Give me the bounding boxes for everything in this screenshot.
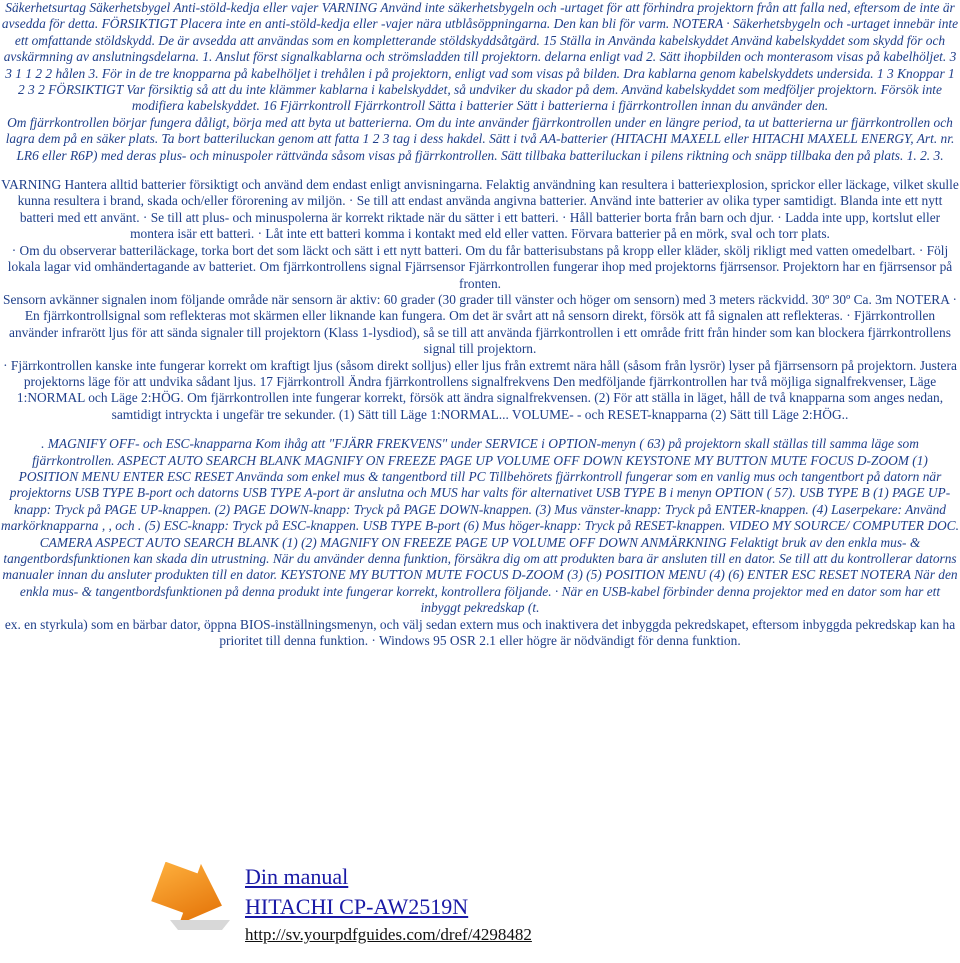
paragraph-batteries-replace: Om fjärrkontrollen börjar fungera dåligt, börja med att byta ut batterierna. Om du inte använder fjärrkontrollen under en längre period, ta ut batterierna ur fjärrkontrollen och lagra dem på en säker plats. Ta bort batteriluckan genom att fatta 1 2 3 tag i dess hakdel. Sätt i två AA-batterier (HITACHI MAXELL eller HITACHI MAXELL ENERGY, Art. nr. LR6 eller R6P) med deras plus- och minuspoler rättvända såsom visas på fjärrkontrollen. Sätt tillbaka batteriluckan i pilens riktning och snäpp tillbaka den på plats. 1. 2. 3. (5, 114, 955, 163)
download-arrow-icon[interactable] (150, 862, 242, 934)
spacer (0, 164, 960, 177)
url-link[interactable]: http://sv.yourpdfguides.com/dref/4298482 (245, 925, 532, 944)
paragraph-security: Säkerhetsurtag Säkerhetsbygel Anti-stöld-kedja eller vajer VARNING Använd inte säkerhetsbygeln och -urtaget för att förhindra projektorn från att falla ned, eftersom de inte är avsedda för detta. FÖRSIKTIGT Placera inte en anti-stöld-kedja eller -vajer nära utblåsöppningarna. Den kan bli för varm. NOTERA · Säkerhetsbygeln och -urtaget innebär inte ett omfattande stöldskydd. De är avsedda att användas som en kompletterande stöldskyddsåtgärd. 15 Ställa in Använda kabelskyddet Använd kabelskyddet som skydd för och avskärmning av anslutningsdelarna. 1. Anslut först signalkablarna och strömsladden till projektorn. delarna enligt vad 2. Sätt ihopbilden och monterasom visas på kabelhöljet. 3 3 1 1 2 2 hålen 3. För in de tre knopparna på kabelhöljet i trehålen i på projektorn, enligt vad som visas på bilden. Dra kablarna genom kabelskyddets undersida. 1 3 Knoppar 1 2 3 2 FÖRSIKTIGT Var försiktig så att du inte klämmer kablarna i kabelskyddet, så undviker du skador på dem. Använd kabelskyddet som medföljer projektorn. Försök inte modifiera kabelskyddet. 16 Fjärrkontroll Fjärrkontroll Sätta i batterier Sätt i batterierna i fjärrkontrollen innan du använder den. (1, 0, 959, 114)
paragraph-signal-frequency: · Fjärrkontrollen kanske inte fungerar korrekt om kraftigt ljus (såsom direkt solljus) eller ljus från extremt nära håll (såsom från lysrör) lyser på fjärrsensorn på projektorn. Justera projektorns läge för att undvika sådant ljus. 17 Fjärrkontroll Ändra fjärrkontrollens signalfrekvens Den medföljande fjärrkontrollen har två möjliga signalfrekvenser, Läge 1:NORMAL och Läge 2:HÖG. Om fjärrkontrollen inte fungerar korrekt, försök att ändra signalfrekvensen. (2) För att ställa in läget, håll de två knapparna som anges nedan, samtidigt intryckta i ungefär tre sekunder. (1) Sätt till Läge 1:NORMAL... VOLUME- - och RESET-knapparna (2) Sätt till Läge 2:HÖG.. (3, 357, 957, 422)
footer-links (245, 862, 532, 948)
paragraph-battery-leak: · Om du observerar batteriläckage, torka bort det som läckt och sätt i ett nytt batteri. Om du får batterisubstans på kropp eller kläder, skölj rikligt med vatten omedelbart. · Följ lokala lagar vid omhändertagande av batteriet. Om fjärrkontrollens signal Fjärrsensor Fjärrkontrollen fungerar ihop med projektorns fjärrsensor. Projektorn har en fjärrsensor på fronten. (7, 242, 953, 291)
paragraph-battery-warning: VARNING Hantera alltid batterier försiktigt och använd dem endast enligt anvisningarna. Felaktig användning kan resultera i batteriexplosion, sprickor eller läckage, vilket skulle kunna resultera i brand, skada och/eller förorening av miljön. · Se till att endast använda angivna batterier. Använd inte batterier av olika typer samtidigt. Blanda inte ett nytt batteri med ett använt. · Se till att plus- och minuspolerna är korrekt riktade när du sätter i ett batteri. · Håll batterier borta från barn och djur. · Ladda inte upp, kortslut eller montera isär ett batteri. · Låt inte ett batteri komma i kontakt med eld eller vatten. Förvara batterier på en mörk, sval och torr plats. (1, 177, 959, 242)
paragraph-bios-note: ex. en styrkula) som en bärbar dator, öppna BIOS-inställningsmenyn, och välj sedan extern mus och inaktivera det inbyggda pekredskapet, eftersom inbyggda pekredskap kan ha prioritet till denna funktion. · Windows 95 OSR 2.1 eller högre är nödvändigt för denna funktion. (4, 616, 956, 649)
manual-link[interactable]: Din manual (245, 864, 349, 889)
paragraph-sensor: Sensorn avkänner signalen inom följande område när sensorn är aktiv: 60 grader (30 grader till vänster och höger om sensorn) med 3 meters räckvidd. 30º 30º Ca. 3m NOTERA · En fjärrkontrollsignal som reflekteras mot skärmen eller liknande kan fungera. Om det är svårt att nå sensorn direkt, försök att få signalen att reflekteras. · Fjärrkontrollen använder infrarött ljus för att sända signaler till projektorn (Klass 1-lysdiod), så se till att använda fjärrkontrollen i ett område fritt från hinder som kan blockera fjärrkontrollens signal till projektorn. (3, 291, 957, 357)
spacer (0, 423, 960, 436)
product-link[interactable]: HITACHI CP-AW2519N (245, 894, 469, 919)
footer (150, 858, 850, 958)
paragraph-mouse-keyboard: . MAGNIFY OFF- och ESC-knapparna Kom ihåg att "FJÄRR FREKVENS" under SERVICE i OPTION-menyn ( 63) på projektorn skall ställas till samma läge som fjärrkontrollen. ASPECT AUTO SEARCH BLANK MAGNIFY ON FREEZE PAGE UP VOLUME OFF DOWN KEYSTONE MY BUTTON MUTE FOCUS D-ZOOM (1) POSITION MENU ENTER ESC RESET Använda som enkel mus & tangentbord till PC Tillbehörets fjärrkontroll fungerar som en vanlig mus och tangentbort på datorn när projektorns USB TYPE B-port och datorns USB TYPE A-port är anslutna och MUS har valts för alternativet USB TYPE B i menyn OPTION ( 57). USB TYPE B (1) PAGE UP-knapp: Tryck på PAGE UP-knappen. (2) PAGE DOWN-knapp: Tryck på PAGE DOWN-knappen. (3) Mus vänster-knapp: Tryck på ENTER-knappen. (4) Laserpekare: Använd markörknapparna , , och . (5) ESC-knapp: Tryck på ESC-knappen. USB TYPE B-port (6) Mus höger-knapp: Tryck på RESET-knappen. VIDEO MY SOURCE/ COMPUTER DOC. CAMERA ASPECT AUTO SEARCH BLANK (1) (2) MAGNIFY ON FREEZE PAGE UP VOLUME OFF DOWN ANMÄRKNING Felaktigt bruk av den enkla mus- & tangentbordsfunktionen kan skada din utrustning. När du använder denna funktion, försäkra dig om att produkten bara är ansluten till en dator. Se till att du kontrollerar datorns manualer innan du ansluter produkten till en dator. KEYSTONE MY BUTTON MUTE FOCUS D-ZOOM (3) (5) POSITION MENU (4) (6) ENTER ESC RESET NOTERA När den enkla mus- & tangentbordsfunktionen på denna produkt inte fungerar korrekt, kontrollera följande. · När en USB-kabel förbinder denna projektor med en dator som har ett inbyggt pekredskap (t. (1, 436, 959, 616)
